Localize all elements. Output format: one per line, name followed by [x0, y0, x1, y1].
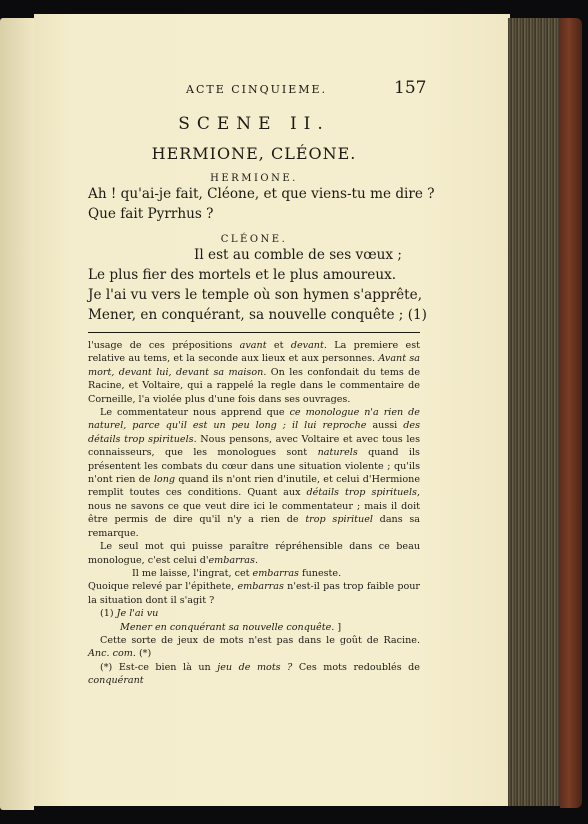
note-paragraph: Le seul mot qui puisse paraître répréhensible dans ce beau monologue, c'est celui d'embarras. [88, 541, 420, 566]
running-head: ACTE CINQUIEME. [186, 83, 328, 96]
note-paragraph: l'usage de ces prépositions avant et devant. La premiere est relative au tems, et la seconde aux lieux et aux personnes. Avant sa mort, devant lui, devant sa maison. On les confondait du tems de Racine, et Voltaire, qui a rappelé la regle dans le commentaire de Corneille, l'a violée plus d'une fois dans ses ouvrages. [88, 340, 421, 405]
note-paragraph: Cette sorte de jeux de mots n'est pas dans le goût de Racine. Anc. com. (*) [88, 634, 420, 660]
scene-characters: HERMIONE, CLÉONE. [151, 144, 357, 163]
facing-page-edge [0, 18, 34, 810]
verse-line: Que fait Pyrrhus ? [88, 206, 214, 222]
editor-footnote: (*) Est-ce bien là un jeu de mots ? Ces mots redoublés de conquérant [88, 661, 420, 687]
page-header [88, 78, 427, 100]
footnote-1-continued: Mener en conquérant sa nouvelle conquête. ] [120, 621, 342, 633]
scene-title: SCENE II. [178, 114, 330, 134]
page-content [88, 78, 435, 688]
book-cover-edge [560, 18, 582, 808]
speaker-hermione: HERMIONE. [210, 173, 298, 184]
footnote-rule [88, 332, 420, 333]
quoted-verse: Il me laisse, l'ingrat, cet embarras funeste. [132, 567, 342, 579]
commentary-notes [88, 339, 420, 688]
verse-line: Ah ! qu'ai-je fait, Cléone, et que viens-tu me dire ? [88, 186, 435, 202]
footnote-1: (1) Je l'ai vu [100, 608, 159, 620]
speaker-cleone: CLÉONE. [220, 234, 288, 245]
verse-line: Le plus fier des mortels et le plus amoureux. [88, 267, 397, 283]
page-number: 157 [394, 78, 427, 98]
note-paragraph: Le commentateur nous apprend que ce monologue n'a rien de naturel, parce qu'il est un peu long ; il lui reproche aussi des détails trop spirituels. Nous pensons, avec Voltaire et avec tous les connaisseurs, que les monologues sont naturels quand ils présentent les combats du cœur dans une situation violente ; qu'ils n'ont rien de long quand ils n'ont rien d'inutile, et celui d'Hermione remplit toutes ces conditions. Quant aux détails trop spirituels, nous ne savons ce que veut dire ici le commentateur ; mais il doit être permis de dire qu'il n'y a rien de trop spirituel dans sa remarque. [88, 407, 421, 539]
verse-line: Je l'ai vu vers le temple où son hymen s'apprête, [88, 287, 423, 303]
verse-line: Mener, en conquérant, sa nouvelle conquête ; (1) [88, 307, 427, 323]
verse-line: Il est au comble de ses vœux ; [194, 247, 402, 263]
note-paragraph: Quoique relevé par l'épithete, embarras n'est-il pas trop faible pour la situation dont il s'agit ? [88, 581, 421, 606]
